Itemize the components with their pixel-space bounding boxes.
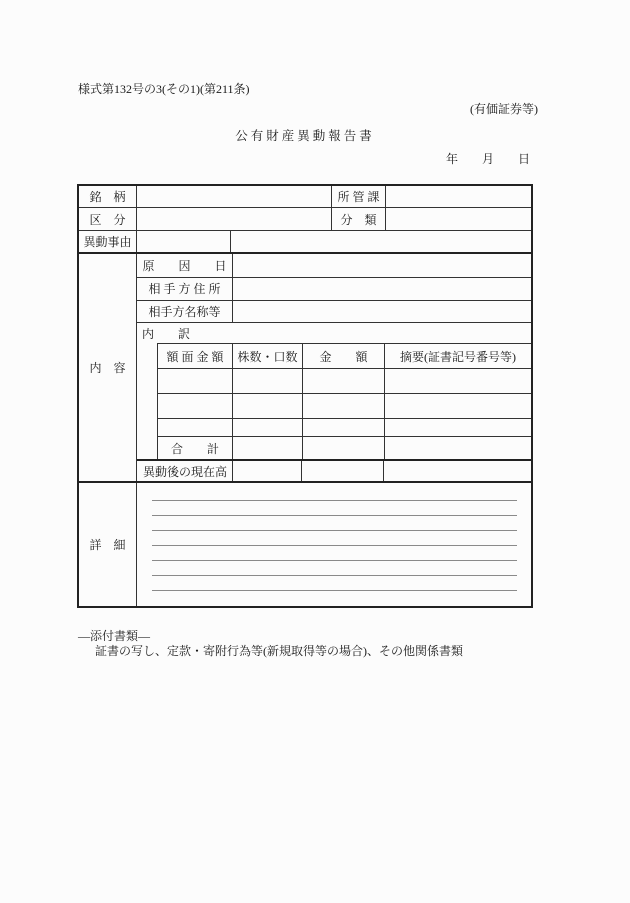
uchiwake-r2-gakumen-field[interactable]: [158, 394, 233, 418]
category-note: (有価証券等): [470, 102, 538, 116]
row-aitegata-jusho: [137, 278, 531, 301]
kubun-label: 区 分: [79, 208, 137, 230]
page-title: 公有財産異動報告書: [235, 129, 375, 143]
kubun-field[interactable]: [137, 208, 332, 230]
uchiwake-row-1: [158, 369, 531, 394]
attachment-note: 証書の写し、定款・寄附行為等(新規取得等の場合)、その他関係書類: [95, 644, 463, 658]
uchiwake-r1-gakumen-field[interactable]: [158, 369, 233, 393]
row-aitegata-meisho: [137, 301, 531, 324]
shosai-writing-line[interactable]: [152, 501, 517, 516]
form-number: 様式第132号の3(その1)(第211条): [78, 82, 250, 96]
uchiwake-r3-kabusu-field[interactable]: [233, 419, 303, 437]
uchiwake-r2-tekiyo-field[interactable]: [385, 394, 531, 418]
section-shosai: [79, 483, 531, 606]
idojiyu-field-2[interactable]: [231, 231, 531, 252]
header-kabusu-kuchisu: 株数・口数: [233, 344, 303, 368]
uchiwake-label: 内 訳: [142, 326, 191, 341]
uchiwake-r1-kabusu-field[interactable]: [233, 369, 303, 393]
date-line[interactable]: 年 月 日: [445, 152, 530, 166]
total-label: 合 計: [158, 437, 233, 459]
genzaidaka-kabusu-field[interactable]: [233, 461, 302, 481]
shosai-field-area[interactable]: [137, 483, 531, 606]
uchiwake-region: [137, 343, 531, 459]
aitegata-meisho-label: 相手方名称等: [137, 301, 233, 323]
meigara-label: 銘 柄: [79, 186, 137, 207]
uchiwake-row-2: [158, 394, 531, 419]
meigara-field[interactable]: [137, 186, 332, 207]
uchiwake-total-row: [158, 437, 531, 459]
aitegata-jusho-field[interactable]: [233, 278, 531, 300]
total-kingaku-field[interactable]: [303, 437, 385, 459]
shosai-writing-line[interactable]: [152, 561, 517, 576]
row-genzaidaka: [137, 459, 531, 481]
aitegata-jusho-label: 相 手 方 住 所: [137, 278, 233, 300]
naiyo-label: 内 容: [79, 254, 137, 481]
uchiwake-r3-gakumen-field[interactable]: [158, 419, 233, 437]
geninbi-label: 原 因 日: [137, 254, 233, 277]
row-meigara: [79, 186, 531, 208]
genzaidaka-tekiyo-field[interactable]: [384, 461, 531, 481]
naiyo-content: [137, 254, 531, 481]
total-tekiyo-field[interactable]: [385, 437, 531, 459]
shokanka-field[interactable]: [386, 186, 531, 207]
shokanka-label: 所 管 課: [332, 186, 386, 207]
uchiwake-r1-kingaku-field[interactable]: [303, 369, 385, 393]
shosai-writing-line[interactable]: [152, 546, 517, 561]
uchiwake-gutter: [137, 343, 157, 459]
genzaidaka-kingaku-field[interactable]: [302, 461, 384, 481]
uchiwake-table: [157, 343, 531, 459]
idojiyu-field-1[interactable]: [137, 231, 231, 252]
header-kingaku: 金 額: [303, 344, 385, 368]
row-kubun: [79, 208, 531, 231]
shosai-writing-line[interactable]: [152, 486, 517, 501]
section-naiyo: [79, 254, 531, 483]
uchiwake-r1-tekiyo-field[interactable]: [385, 369, 531, 393]
shosai-label: 詳 細: [79, 483, 137, 606]
genzaidaka-label: 異動後の現在高: [137, 461, 233, 481]
shosai-writing-line[interactable]: [152, 576, 517, 591]
bunrui-field[interactable]: [386, 208, 531, 230]
idojiyu-label: 異動事由: [79, 231, 137, 252]
aitegata-meisho-field[interactable]: [233, 301, 531, 323]
uchiwake-r2-kabusu-field[interactable]: [233, 394, 303, 418]
attachment-header: ―添付書類―: [78, 629, 151, 643]
uchiwake-r3-kingaku-field[interactable]: [303, 419, 385, 437]
header-gakumen-kingaku: 額 面 金 額: [158, 344, 233, 368]
uchiwake-r3-tekiyo-field[interactable]: [385, 419, 531, 437]
uchiwake-row-3: [158, 419, 531, 438]
report-table: [77, 184, 533, 608]
total-kabusu-field[interactable]: [233, 437, 303, 459]
bunrui-label: 分 類: [332, 208, 386, 230]
geninbi-field[interactable]: [233, 254, 531, 277]
row-geninbi: [137, 254, 531, 278]
shosai-writing-line[interactable]: [152, 531, 517, 546]
shosai-writing-line[interactable]: [152, 516, 517, 531]
header-tekiyo: 摘要(証書記号番号等): [400, 349, 516, 364]
uchiwake-header-row: [158, 344, 531, 369]
uchiwake-r2-kingaku-field[interactable]: [303, 394, 385, 418]
row-idojiyu: [79, 231, 531, 254]
